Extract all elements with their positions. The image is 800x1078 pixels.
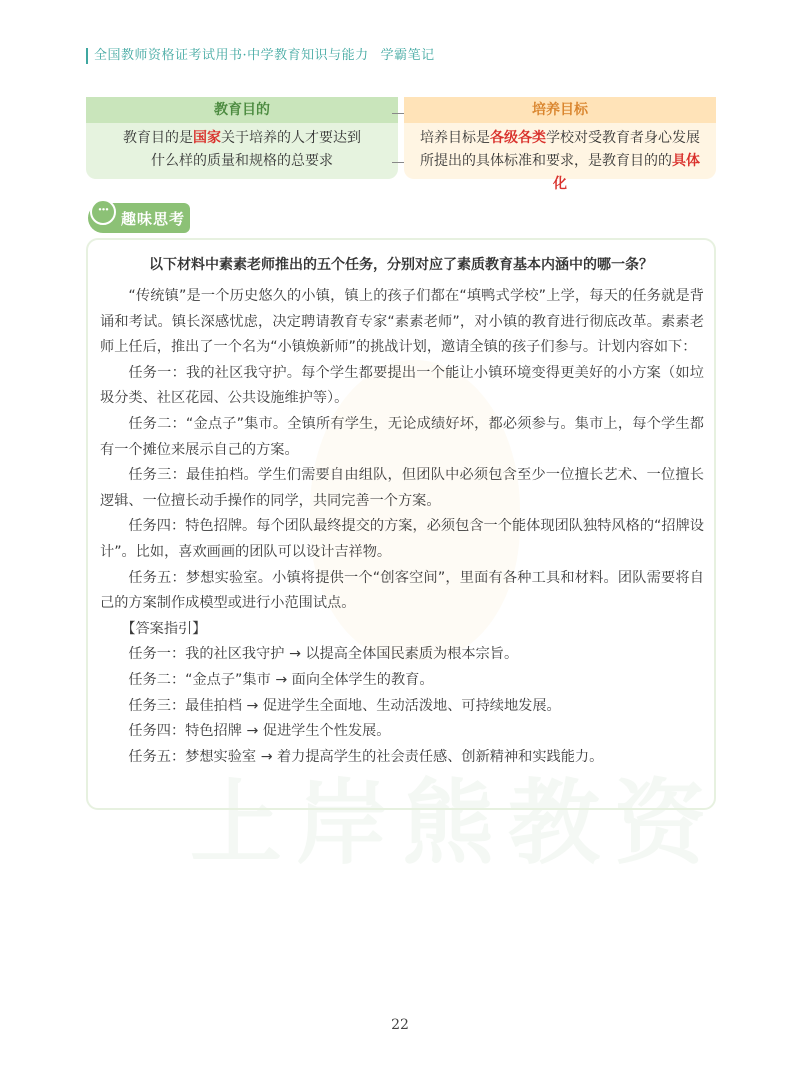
training-goal-line-1 (418, 127, 702, 150)
answer-item: 任务二：“金点子”集市 → 面向全体学生的教育。 (128, 671, 434, 688)
page-number: 22 (391, 1017, 409, 1033)
highlight-text: 具体化 (553, 153, 700, 192)
paragraph: 任务二：“金点子”集市。全镇所有学生，无论成绩好坏，都必须参与。集市上，每个学生都有一个摊位来展示自己的方案。 (100, 415, 704, 458)
book-title: 全国教师资格证考试用书·中学教育知识与能力 (94, 48, 369, 63)
text-segment: 关于培养的人才要达到 (221, 130, 361, 146)
question-title: 以下材料中素素老师推出的五个任务，分别对应了素质教育基本内涵中的哪一条？ (149, 257, 653, 273)
section-label (88, 203, 190, 233)
paragraph: 任务三：最佳拍档。学生们需要自由组队，但团队中必须包含至少一位擅长艺术、一位擅长逻辑、一位擅长动手操作的同学，共同完善一个方案。 (100, 467, 704, 509)
education-aim-box (86, 97, 398, 179)
text-segment: 学校对受教育者身心发展 (546, 130, 700, 146)
answer-item: 任务四：特色招牌 → 促进学生个性发展。 (128, 723, 391, 740)
text-segment: 所提出的具体标准和要求，是教育目的的 (420, 153, 672, 169)
answer-item: 任务五：梦想实验室 → 着力提高学生的社会责任感、创新精神和实践能力。 (128, 748, 604, 765)
text-segment: 培养目标是 (420, 130, 490, 146)
watermark-text: 上岸熊教资 (190, 770, 721, 877)
paragraph: 任务五：梦想实验室。小镇将提供一个“创客空间”，里面有各种工具和材料。团队需要将自己的方案制作成模型或进行小范围试点。 (100, 569, 704, 612)
education-aim-title: 教育目的 (86, 97, 398, 123)
education-aim-text (86, 123, 398, 173)
section-label-text: 趣味思考 (121, 210, 186, 228)
note-label: 学霸笔记 (380, 48, 435, 63)
education-aim-line-2: 什么样的质量和规格的总要求 (151, 153, 333, 169)
highlight-text: 各级各类 (490, 130, 546, 146)
running-header (86, 48, 435, 64)
training-goal-text (404, 123, 716, 196)
answer-label: 【答案指引】 (121, 620, 207, 637)
paragraph: 任务一：我的社区我守护。每个学生都要提出一个能让小镇环境变得更美好的小方案（如垃圾分类、社区花园、公共设施维护等）。 (100, 364, 704, 407)
answer-item: 任务一：我的社区我守护 → 以提高全体国民素质为根本宗旨。 (128, 646, 519, 663)
text-segment: 教育目的是 (123, 130, 193, 146)
training-goal-box (404, 97, 716, 192)
answer-item: 任务三：最佳拍档 → 促进学生全面地、生动活泼地、可持续地发展。 (128, 697, 561, 714)
paragraph: “传统镇”是一个历史悠久的小镇，镇上的孩子们都在“填鸭式学校”上学，每天的任务就是背诵和考试。镇长深感忧虑，决定聘请教育专家“素素老师”，对小镇的教育进行彻底改革。素素老师上任后，推出了一个名为“小镇焕新师”的挑战计划，邀请全镇的孩子们参与。计划内容如下： (100, 288, 704, 356)
content-body (100, 284, 704, 770)
paragraph: 任务四：特色招牌。每个团队最终提交的方案，必须包含一个能体现团队独特风格的“招牌设计”。比如，喜欢画画的团队可以设计吉祥物。 (100, 518, 704, 560)
education-aim-line-1 (100, 127, 384, 150)
training-goal-title: 培养目标 (404, 97, 716, 123)
speech-bubble-icon: ··· (90, 199, 116, 225)
highlight-text: 国家 (193, 130, 221, 146)
training-goal-line-2 (418, 150, 702, 196)
